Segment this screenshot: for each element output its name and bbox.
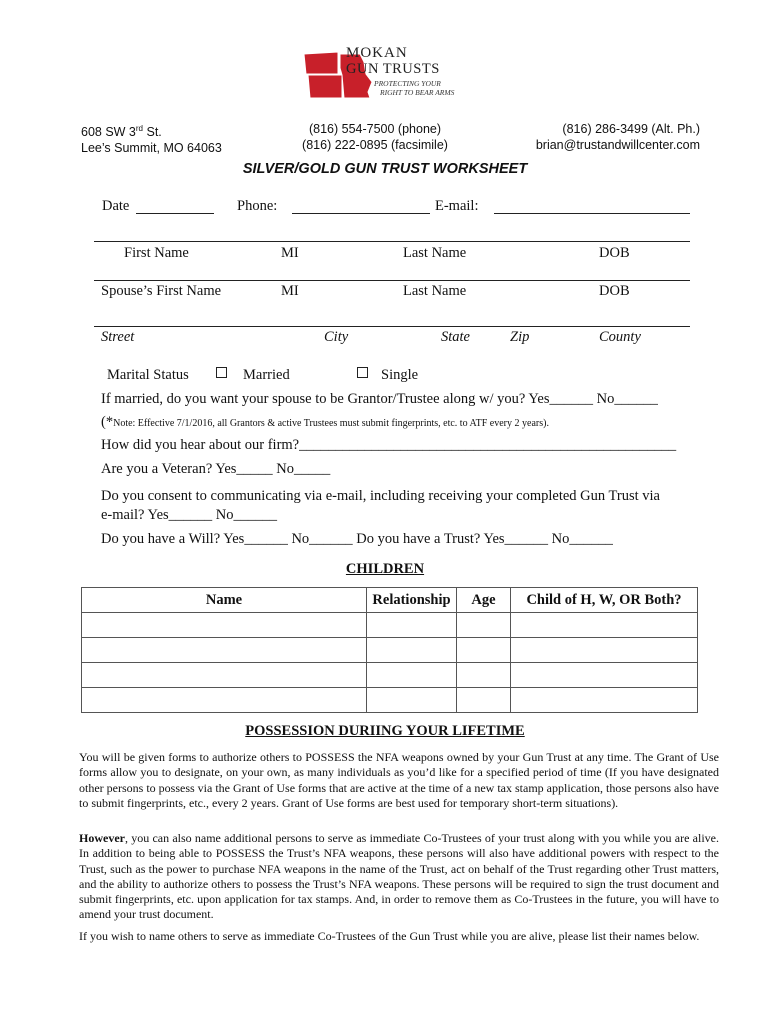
phone-block: [290, 121, 460, 153]
will-trust-question: Do you have a Will? Yes______ No______ Do you have a Trust? Yes______ No______: [101, 531, 613, 547]
state-label: State: [441, 329, 470, 345]
col-relationship: Relationship: [367, 588, 457, 613]
child-age-cell[interactable]: [457, 613, 511, 638]
address-field-line[interactable]: [94, 326, 690, 327]
logo-tag2: RIGHT TO BEAR ARMS: [380, 88, 455, 97]
married-checkbox[interactable]: [216, 367, 227, 378]
child-name-cell[interactable]: [82, 638, 367, 663]
col-name: Name: [82, 588, 367, 613]
address-sup: rd: [135, 124, 144, 133]
children-table: [81, 587, 698, 713]
note-text: Note: Effective 7/1/2016, all Grantors & active Trustees must submit fingerprints, etc. to ATF every 2 years).: [113, 418, 549, 429]
table-row: [82, 613, 698, 638]
phone-field[interactable]: [292, 213, 430, 214]
veteran-question: Are you a Veteran? Yes_____ No_____: [101, 461, 331, 477]
child-of-cell[interactable]: [511, 613, 698, 638]
consent-question-line1: Do you consent to communicating via e-mail, including receiving your completed Gun Trust via: [101, 488, 660, 504]
children-heading: CHILDREN: [345, 561, 425, 577]
city-label: City: [324, 329, 349, 345]
child-relationship-cell[interactable]: [367, 638, 457, 663]
single-checkbox[interactable]: [357, 367, 368, 378]
first-name-label: First Name: [124, 245, 189, 261]
last-name-label: Last Name: [403, 245, 467, 261]
possession-paragraph-3: If you wish to name others to serve as immediate Co-Trustees of the Gun Trust while you are alive, please list their names below.: [79, 929, 700, 943]
email-field[interactable]: [494, 213, 690, 214]
marital-status-label: Marital Status: [107, 367, 189, 383]
spouse-field-line[interactable]: [94, 280, 690, 281]
county-label: County: [599, 329, 641, 345]
child-of-cell[interactable]: [511, 638, 698, 663]
table-row: [82, 688, 698, 713]
grantor-question: If married, do you want your spouse to be Grantor/Trustee along w/ you? Yes______ No______: [101, 391, 658, 407]
spouse-first-name-label: Spouse’s First Name: [101, 283, 222, 299]
address-line2: Lee’s Summit, MO 64063: [81, 141, 222, 156]
address-block: [81, 121, 222, 156]
child-relationship-cell[interactable]: [367, 663, 457, 688]
note-line: [101, 413, 549, 431]
child-of-cell[interactable]: [511, 663, 698, 688]
children-header-row: [82, 588, 698, 613]
child-name-cell[interactable]: [82, 613, 367, 638]
note-star: *: [105, 414, 114, 430]
email-link: brian@trustandwillcenter.com: [535, 138, 700, 152]
consent-question-line2: e-mail? Yes______ No______: [101, 507, 278, 523]
logo-line1: MOKAN: [346, 45, 408, 61]
child-relationship-cell[interactable]: [367, 688, 457, 713]
table-row: [82, 663, 698, 688]
child-age-cell[interactable]: [457, 638, 511, 663]
page-title: SILVER/GOLD GUN TRUST WORKSHEET: [242, 161, 528, 177]
date-field[interactable]: [136, 213, 214, 214]
single-label: Single: [381, 367, 419, 383]
col-child-of: Child of H, W, OR Both?: [511, 588, 698, 613]
phone-label: Phone:: [237, 198, 278, 214]
logo: [302, 44, 472, 104]
date-label: Date: [102, 198, 130, 214]
dob-label: DOB: [599, 245, 630, 261]
logo-tag1: PROTECTING YOUR: [374, 79, 441, 88]
name-field-line[interactable]: [94, 241, 690, 242]
child-of-cell[interactable]: [511, 688, 698, 713]
spouse-last-name-label: Last Name: [403, 283, 467, 299]
note-paren: (: [101, 414, 106, 430]
alt-phone-line: (816) 286-3499 (Alt. Ph.): [562, 122, 700, 136]
spouse-mi-label: MI: [281, 283, 299, 299]
contact-block: [500, 121, 700, 153]
address-line1-post: St.: [143, 125, 162, 140]
possession-heading: POSSESSION DURIING YOUR LIFETIME: [245, 723, 525, 739]
mi-label: MI: [281, 245, 299, 261]
child-name-cell[interactable]: [82, 663, 367, 688]
child-age-cell[interactable]: [457, 663, 511, 688]
hear-question: How did you hear about our firm?____________________________________________________: [101, 437, 677, 453]
address-line1-pre: 608 SW 3: [81, 125, 136, 140]
email-label: E-mail:: [435, 198, 479, 214]
possession-paragraph-2: [79, 831, 719, 923]
possession-paragraph-1: You will be given forms to authorize others to POSSESS the NFA weapons owned by your Gun Trust at any time. The Grant of Use forms allow you to designate, on your own, as many individuals as you’d like for a specified period of time (If you have designated other persons to possess via the Grant of Use forms that are active at the time of a new tax stamp application, those persons also have to submit fingerprints, etc., every 2 years. Grant of Use forms are best used for temporary short-term situations).: [79, 750, 719, 810]
child-age-cell[interactable]: [457, 688, 511, 713]
spouse-dob-label: DOB: [599, 283, 630, 299]
table-row: [82, 638, 698, 663]
child-relationship-cell[interactable]: [367, 613, 457, 638]
col-age: Age: [457, 588, 511, 613]
phone-line: (816) 554-7500 (phone): [308, 122, 442, 136]
zip-label: Zip: [510, 329, 530, 345]
logo-line2: GUN TRUSTS: [346, 61, 440, 77]
however-bold: However: [79, 831, 125, 845]
married-label: Married: [243, 367, 290, 383]
street-label: Street: [101, 329, 135, 345]
child-name-cell[interactable]: [82, 688, 367, 713]
possession-paragraph-2-text: , you can also name additional persons to serve as immediate Co-Trustees of your trust along with you while you are alive. In addition to being able to POSSESS the Trust’s NFA weapons, these persons will also have additional powers with respect to the Trust, such as the power to purchase NFA weapons in the name of the Trust, act on behalf of the Trust regarding other Trust matters, and the ability to authorize others to possess the Trust’s NFA weapons. These persons will be required to sign the trust document and submit fingerprints, etc. upon application for tax stamps. And, in order to remove them as Co-Trustees in the future, you will have to amend your trust document.: [79, 831, 719, 922]
fax-line: (816) 222-0895 (facsimile): [302, 138, 448, 152]
